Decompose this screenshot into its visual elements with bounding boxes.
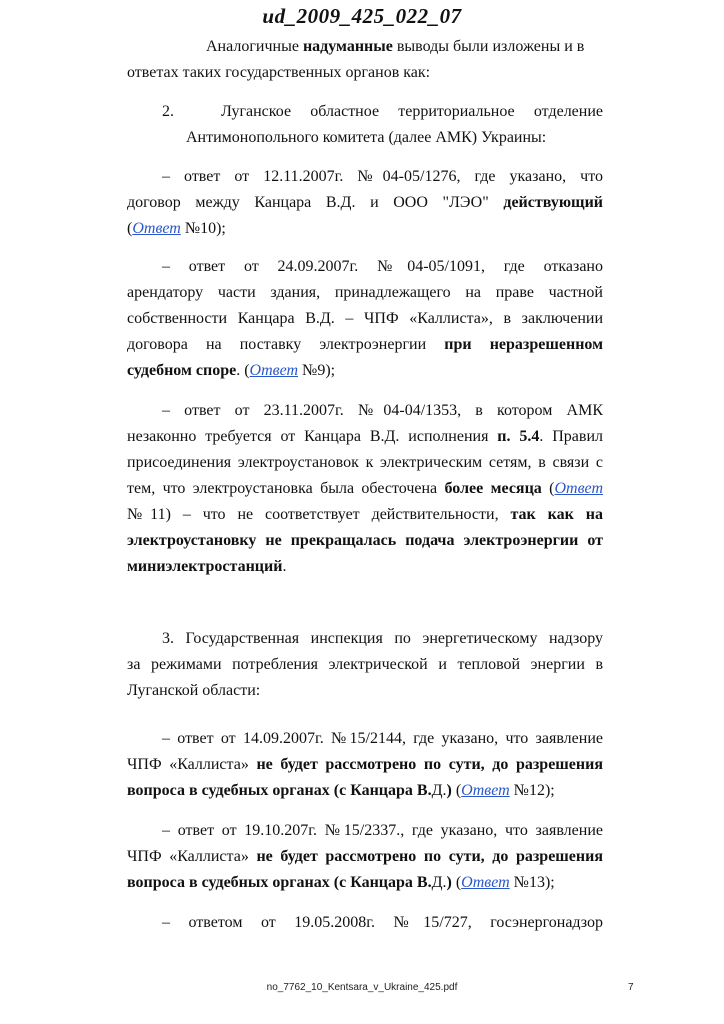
answer-link-11[interactable]: Ответ: [554, 480, 603, 497]
response-item-13: – ответ от 19.10.207г. №15/2337., где указано, что заявление ЧПФ «Каллиста» не будет рассмотрено по сути, до разрешения вопроса в судебных органах (с Канцара В.Д.) (Ответ №13);: [127, 822, 604, 891]
page-number: 7: [628, 982, 634, 993]
answer-link-12[interactable]: Ответ: [461, 782, 510, 799]
response-item-10: – ответ от 12.11.2007г. №04-05/1276, где указано, что договор между Канцара В.Д. и ООО "ЛЭО" действующий (Ответ №10);: [127, 168, 603, 237]
response-item-9: – ответ от 24.09.2007г. №04-05/1091, где отказано арендатору части здания, принадлежащего на праве частной собственности Канцара В.Д. – ЧПФ «Каллиста», в заключении договора на поставку электроэнергии при неразрешенном судебном споре. (Ответ №9);: [127, 258, 604, 379]
intro-paragraph: Аналогичные надуманные выводы были изложены и в ответах таких государственных органов как:: [127, 38, 585, 81]
section-2-heading: 2. Луганское областное территориальное отделение Антимонопольного комитета (далее АМК) Украины:: [162, 103, 603, 146]
response-item-11: – ответ от 23.11.2007г. №04-04/1353, в котором АМК незаконно требуется от Канцара В.Д. исполнения п. 5.4. Правил присоединения электроустановок к электрическим сетям, в связи с тем, что электроустановка была обесточена более месяца (Ответ №11) – что не соответствует действительности, так как на электроустановку не прекращалась подача электроэнергии от миниэлектростанций.: [127, 402, 604, 575]
section-3-heading: 3. Государственная инспекция по энергетическому надзору за режимами потребления электрической и тепловой энергии в Луганской области:: [127, 630, 603, 699]
document-header-id: ud_2009_425_022_07: [262, 4, 462, 28]
response-item-partial: – ответом от 19.05.2008г. №15/727, госэнергонадзор: [162, 914, 603, 931]
footer-filename: no_7762_10_Kentsara_v_Ukraine_425.pdf: [266, 982, 458, 993]
response-item-12: – ответ от 14.09.2007г. №15/2144, где указано, что заявление ЧПФ «Каллиста» не будет рассмотрено по сути, до разрешения вопроса в судебных органах (с Канцара В.Д.) (Ответ №12);: [127, 730, 604, 799]
answer-link-13[interactable]: Ответ: [461, 874, 510, 891]
answer-link-10[interactable]: Ответ: [132, 220, 181, 237]
answer-link-9[interactable]: Ответ: [249, 362, 299, 379]
